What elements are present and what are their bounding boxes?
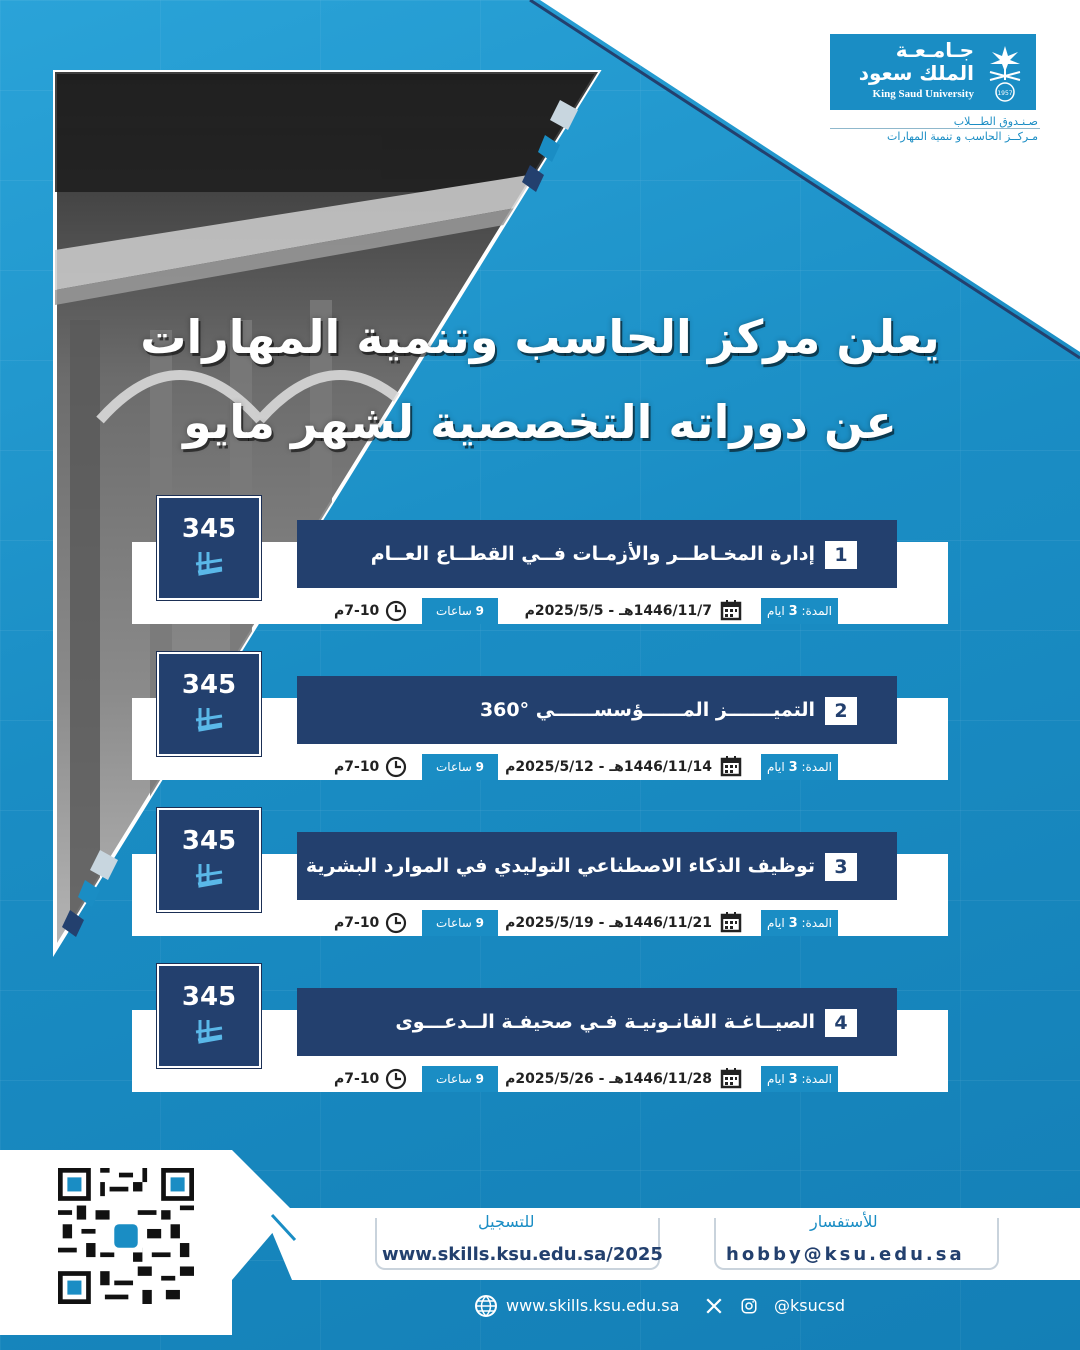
social-handle[interactable]: @ksucsd xyxy=(774,1296,846,1315)
course-dates: 1446/11/28هـ - 2025/5/26م xyxy=(505,1071,712,1087)
hours-badge: 9 ساعات xyxy=(422,1066,498,1092)
logo-divider xyxy=(830,128,1040,129)
logo-english: King Saud University xyxy=(872,88,974,100)
course-card[interactable] xyxy=(132,964,948,1106)
course-title-bar xyxy=(297,520,897,588)
riyal-symbol-icon xyxy=(192,1018,226,1048)
course-dates: 1446/11/14هـ - 2025/5/12م xyxy=(505,759,712,775)
course-title: التميـــــــز المــــــؤسســــــي °360 xyxy=(479,699,815,721)
inquiry-label: للأستفسار xyxy=(800,1212,888,1231)
course-title-bar xyxy=(297,832,897,900)
clock-icon xyxy=(385,600,407,622)
logo-sub-line1: صـنـدوق الطـــلاب xyxy=(953,115,1038,128)
hours-badge: 9 ساعات xyxy=(422,598,498,624)
course-number: 2 xyxy=(825,697,857,725)
logo-subtitle xyxy=(838,114,1038,144)
duration-badge: المدة: 3 ايام xyxy=(761,1066,838,1092)
price-badge xyxy=(157,808,261,912)
course-title: إدارة المخـاطــر والأزمـات فــي القطــاع العــام xyxy=(370,543,815,565)
ksu-logo xyxy=(828,32,1038,112)
palm-swords-emblem-icon xyxy=(982,42,1028,104)
calendar-icon xyxy=(720,755,742,777)
inquiry-email[interactable]: hobby@ksu.edu.sa xyxy=(726,1244,965,1265)
logo-arabic-line1: جـامـعـة xyxy=(895,38,974,62)
clock-icon xyxy=(385,756,407,778)
register-label: للتسجيل xyxy=(468,1212,545,1231)
course-card[interactable] xyxy=(132,808,948,950)
price-badge xyxy=(157,964,261,1068)
riyal-symbol-icon xyxy=(192,550,226,580)
svg-text:1957: 1957 xyxy=(997,90,1013,97)
course-card[interactable] xyxy=(132,496,948,638)
riyal-symbol-icon xyxy=(192,706,226,736)
headline-line1: يعلن مركز الحاسب وتنمية المهارات xyxy=(140,310,940,364)
hours-badge: 9 ساعات xyxy=(422,910,498,936)
globe-icon xyxy=(474,1294,498,1318)
duration-badge: المدة: 3 ايام xyxy=(761,754,838,780)
course-time: 7-10م xyxy=(334,915,380,931)
course-info-row xyxy=(132,1064,948,1096)
clock-icon xyxy=(385,912,407,934)
course-info-row xyxy=(132,596,948,628)
logo-sub-line2: مـركــز الحاسب و تنمية المهارات xyxy=(887,130,1038,143)
course-title-bar xyxy=(297,676,897,744)
website-link[interactable]: www.skills.ksu.edu.sa xyxy=(506,1296,680,1315)
hours-badge: 9 ساعات xyxy=(422,754,498,780)
registration-qr-code[interactable] xyxy=(58,1168,194,1304)
course-number: 3 xyxy=(825,853,857,881)
instagram-icon[interactable] xyxy=(740,1294,758,1318)
calendar-icon xyxy=(720,1067,742,1089)
price-badge xyxy=(157,496,261,600)
course-title: توظيف الذكاء الاصطناعي التوليدي في الموارد البشرية xyxy=(305,855,815,877)
duration-badge: المدة: 3 ايام xyxy=(761,598,838,624)
price-value: 345 xyxy=(181,514,237,544)
course-card[interactable] xyxy=(132,652,948,794)
price-value: 345 xyxy=(181,670,237,700)
course-time: 7-10م xyxy=(334,1071,380,1087)
course-number: 4 xyxy=(825,1009,857,1037)
clock-icon xyxy=(385,1068,407,1090)
price-value: 345 xyxy=(181,826,237,856)
register-url[interactable]: www.skills.ksu.edu.sa/2025 xyxy=(382,1244,663,1265)
course-dates: 1446/11/7هـ - 2025/5/5م xyxy=(524,603,712,619)
course-info-row xyxy=(132,752,948,784)
course-title-bar xyxy=(297,988,897,1056)
course-time: 7-10م xyxy=(334,603,380,619)
calendar-icon xyxy=(720,599,742,621)
riyal-symbol-icon xyxy=(192,862,226,892)
price-value: 345 xyxy=(181,982,237,1012)
headline-line2: عن دوراته التخصصية لشهر مايو xyxy=(183,395,897,449)
price-badge xyxy=(157,652,261,756)
course-time: 7-10م xyxy=(334,759,380,775)
course-info-row xyxy=(132,908,948,940)
course-number: 1 xyxy=(825,541,857,569)
x-twitter-icon[interactable] xyxy=(705,1294,723,1318)
course-dates: 1446/11/21هـ - 2025/5/19م xyxy=(505,915,712,931)
duration-badge: المدة: 3 ايام xyxy=(761,910,838,936)
course-title: الصيــاغـة القانـونيـة فـي صحيفـة الــدعـــوى xyxy=(395,1011,815,1033)
calendar-icon xyxy=(720,911,742,933)
logo-arabic-line2: الملك سعود xyxy=(858,61,974,85)
